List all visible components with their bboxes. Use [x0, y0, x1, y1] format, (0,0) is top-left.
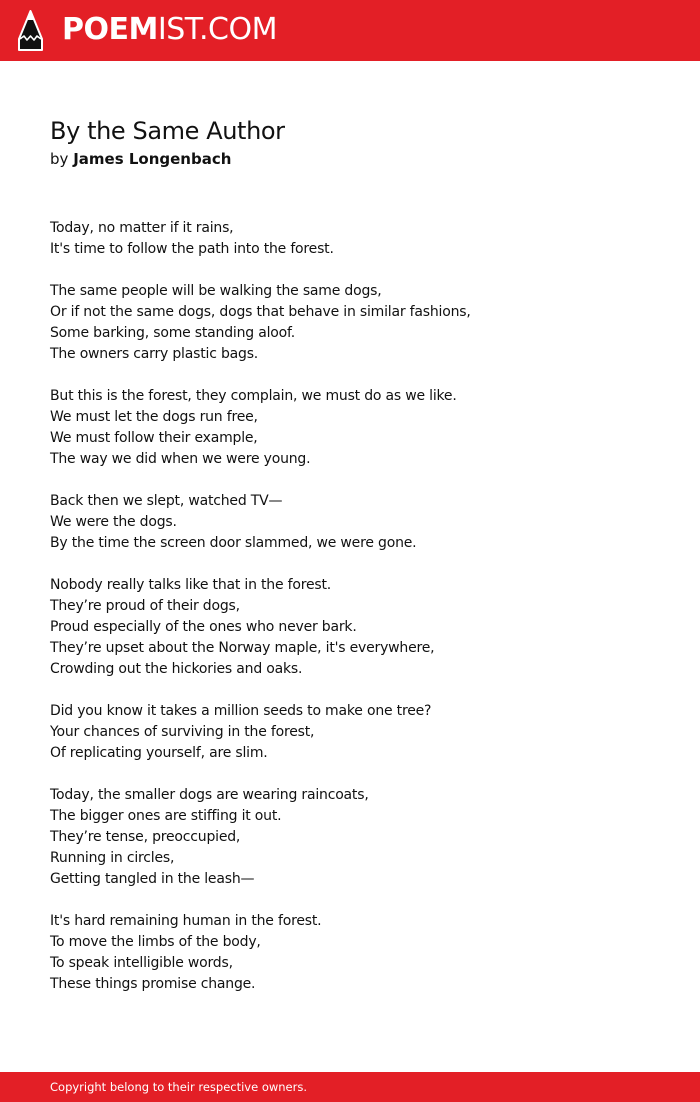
poem-line: We must let the dogs run free, [50, 409, 258, 425]
poem-line: Did you know it takes a million seeds to make one tree? [50, 703, 432, 719]
poem-line: Of replicating yourself, are slim. [50, 745, 268, 761]
poem-line: The bigger ones are stiffing it out. [50, 808, 282, 824]
poem-line: Crowding out the hickories and oaks. [50, 661, 303, 677]
brand-bold-part: POEM [62, 12, 158, 47]
poem-line: They’re tense, preoccupied, [50, 829, 241, 845]
poem-line: They’re proud of their dogs, [50, 598, 240, 614]
poem-line: The same people will be walking the same dogs, [50, 283, 382, 299]
poem-title: By the Same Author [50, 117, 285, 145]
poem-line: Running in circles, [50, 850, 175, 866]
poem-line: To move the limbs of the body, [50, 934, 261, 950]
poem-stanza [50, 386, 471, 470]
poem-line: It's time to follow the path into the forest. [50, 241, 334, 257]
copyright-text: Copyright belong to their respective owners. [50, 1080, 308, 1094]
poem-line: Or if not the same dogs, dogs that behave in similar fashions, [50, 304, 471, 320]
poem-line: Nobody really talks like that in the forest. [50, 577, 332, 593]
byline-prefix: by [50, 150, 69, 168]
poem-line: Today, no matter if it rains, [50, 220, 234, 236]
brand-light-part: IST.COM [157, 12, 277, 47]
poem-stanza [50, 281, 471, 365]
poem-stanza [50, 218, 471, 260]
poem-line: Proud especially of the ones who never bark. [50, 619, 357, 635]
poem-line: These things promise change. [50, 976, 256, 992]
poem-line: Your chances of surviving in the forest, [50, 724, 315, 740]
poem-stanza [50, 785, 471, 890]
poem-line: Today, the smaller dogs are wearing raincoats, [50, 787, 369, 803]
poem-stanza [50, 911, 471, 995]
author-name: James Longenbach [73, 150, 232, 168]
poem-line: But this is the forest, they complain, we must do as we like. [50, 388, 457, 404]
poem-line: The way we did when we were young. [50, 451, 311, 467]
poem-stanza [50, 491, 471, 554]
poem-stanza [50, 575, 471, 680]
poem-line: Getting tangled in the leash— [50, 871, 255, 887]
byline [50, 148, 231, 170]
pencil-tip-icon[interactable] [18, 10, 43, 51]
poem-line: By the time the screen door slammed, we were gone. [50, 535, 417, 551]
poem-line: The owners carry plastic bags. [50, 346, 259, 362]
poem-line: To speak intelligible words, [50, 955, 233, 971]
poem-line: It's hard remaining human in the forest. [50, 913, 322, 929]
site-logo-text[interactable] [62, 12, 277, 48]
site-footer [0, 1072, 700, 1102]
poem-line: We must follow their example, [50, 430, 258, 446]
poem-line: Back then we slept, watched TV— [50, 493, 283, 509]
poem-line: We were the dogs. [50, 514, 177, 530]
site-header [0, 0, 700, 61]
poem-line: Some barking, some standing aloof. [50, 325, 295, 341]
poem-body [50, 218, 471, 1016]
poem-line: They’re upset about the Norway maple, it's everywhere, [50, 640, 435, 656]
poem-stanza [50, 701, 471, 764]
